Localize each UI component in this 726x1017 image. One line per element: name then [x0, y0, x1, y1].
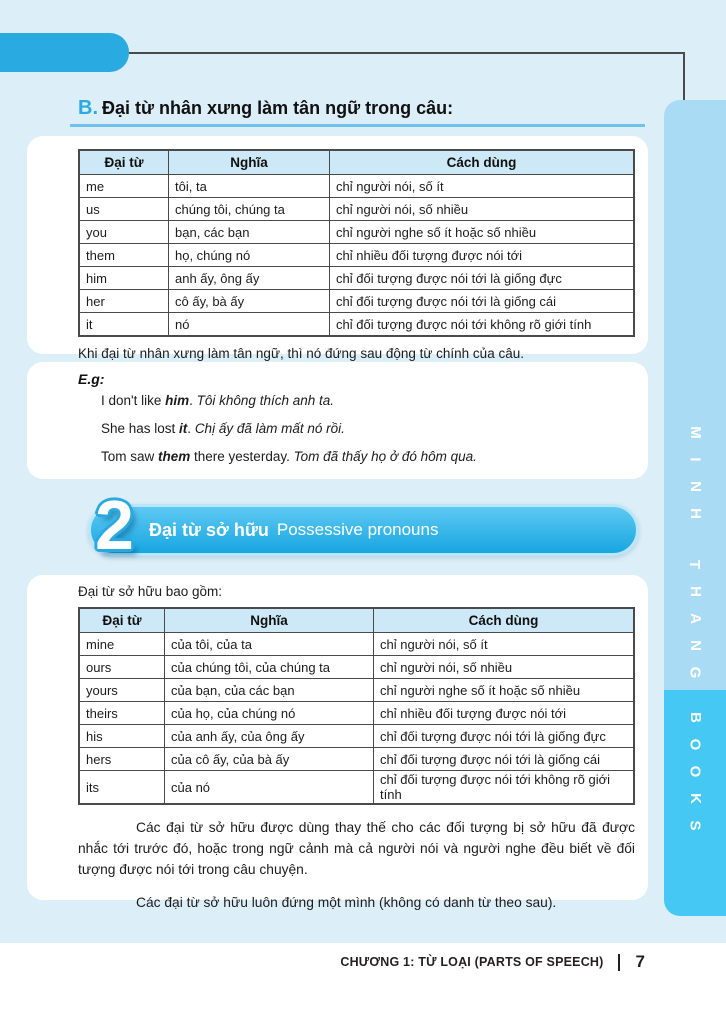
pronoun-object-card [27, 136, 648, 361]
column-header: Cách dùng [374, 608, 635, 633]
column-header: Đại từ [79, 608, 165, 633]
examples-label: E.g: [78, 371, 105, 387]
brand-letter: N [686, 640, 704, 651]
brand-letter: H [686, 586, 704, 597]
heading-underline [70, 124, 645, 127]
brand-strip-minh-thang [664, 100, 726, 690]
table-row [79, 679, 634, 702]
table-cell: us [79, 198, 169, 221]
table-cell: it [79, 313, 169, 337]
table-cell: cô ấy, bà ấy [169, 290, 330, 313]
table-cell: its [79, 771, 165, 805]
examples-card [27, 362, 648, 479]
table-row [79, 244, 634, 267]
chapter-title: CHƯƠNG 1: TỪ LOẠI (PARTS OF SPEECH) [340, 955, 604, 969]
column-header: Nghĩa [165, 608, 374, 633]
brand-letter: G [686, 666, 704, 679]
table-row [79, 656, 634, 679]
object-pronouns-table [78, 149, 635, 337]
brand-letter: I [686, 457, 704, 462]
table-cell: mine [79, 633, 165, 656]
table-row [79, 313, 634, 337]
table-cell: chỉ người nghe số ít hoặc số nhiều [330, 221, 635, 244]
table-cell: chỉ đối tượng được nói tới không rõ giới tính [374, 771, 635, 805]
page-number: 7 [635, 952, 645, 971]
brand-strip-books [664, 690, 726, 916]
table-cell: của anh ấy, của ông ấy [165, 725, 374, 748]
possessive-paragraph-2: Các đại từ sở hữu luôn đứng một mình (không có danh từ theo sau). [136, 895, 557, 910]
brand-letter: H [686, 508, 704, 519]
example-sentence: I don't like him. Tôi không thích anh ta. [101, 393, 334, 408]
table-cell: you [79, 221, 169, 244]
section-b-title: Đại từ nhân xưng làm tân ngữ trong câu: [102, 98, 454, 118]
table-cell: chỉ đối tượng được nói tới là giống đực [330, 267, 635, 290]
footer-divider [618, 954, 620, 971]
possessive-pronoun-card [27, 575, 648, 910]
table-row [79, 267, 634, 290]
brand-letter: O [686, 765, 704, 778]
table-cell: chỉ đối tượng được nói tới là giống cái [330, 290, 635, 313]
brand-letter: N [686, 481, 704, 492]
table-cell: của bạn, của các bạn [165, 679, 374, 702]
table-cell: của nó [165, 771, 374, 805]
table-cell: tôi, ta [169, 175, 330, 198]
column-header: Nghĩa [169, 150, 330, 175]
table-cell: của tôi, của ta [165, 633, 374, 656]
example-sentences [78, 387, 635, 471]
table-cell: me [79, 175, 169, 198]
top-left-tab [0, 33, 129, 72]
table-cell: chúng tôi, chúng ta [169, 198, 330, 221]
table-cell: của chúng tôi, của chúng ta [165, 656, 374, 679]
brand-letter: B [686, 712, 704, 723]
table-cell: nó [169, 313, 330, 337]
possessive-pronouns-table [78, 607, 635, 805]
table-row [79, 175, 634, 198]
table-cell: hers [79, 748, 165, 771]
table-cell: theirs [79, 702, 165, 725]
table-row [79, 290, 634, 313]
brand-letter: A [686, 613, 704, 624]
table-cell: chỉ nhiều đối tượng được nói tới [374, 702, 635, 725]
section-2-title: Đại từ sở hữu [149, 519, 269, 540]
section-2-number: 2 [95, 486, 134, 564]
table-cell: họ, chúng nó [169, 244, 330, 267]
column-header: Đại từ [79, 150, 169, 175]
table-header-row [79, 150, 634, 175]
table-row [79, 771, 634, 805]
table-cell: chỉ nhiều đối tượng được nói tới [330, 244, 635, 267]
object-pronoun-note: Khi đại từ nhân xưng làm tân ngữ, thì nó đứng sau động từ chính của câu. [78, 346, 524, 361]
brand-letter: O [686, 738, 704, 751]
table-cell: chỉ đối tượng được nói tới là giống đực [374, 725, 635, 748]
table-cell: yours [79, 679, 165, 702]
table-cell: chỉ người nói, số nhiều [374, 656, 635, 679]
table-row [79, 198, 634, 221]
table-cell: anh ấy, ông ấy [169, 267, 330, 290]
table-row [79, 702, 634, 725]
example-sentence: Tom saw them there yesterday. Tom đã thấy họ ở đó hôm qua. [101, 449, 477, 464]
table-cell: ours [79, 656, 165, 679]
brand-letter: M [686, 426, 704, 439]
table-cell: chỉ người nghe số ít hoặc số nhiều [374, 679, 635, 702]
table-row [79, 633, 634, 656]
table-cell: chỉ người nói, số ít [330, 175, 635, 198]
brand-letter: K [686, 793, 704, 804]
column-header: Cách dùng [330, 150, 635, 175]
brand-letter: S [686, 820, 704, 831]
section-2-subtitle: Possessive pronouns [276, 520, 439, 539]
section-b-heading [78, 97, 453, 120]
possessive-intro: Đại từ sở hữu bao gồm: [78, 584, 222, 599]
example-sentence: She has lost it. Chị ấy đã làm mất nó rồi. [101, 421, 345, 436]
table-cell: chỉ đối tượng được nói tới không rõ giới tính [330, 313, 635, 337]
table-cell: của họ, của chúng nó [165, 702, 374, 725]
section-b-letter: B. [78, 97, 98, 119]
table-cell: của cô ấy, của bà ấy [165, 748, 374, 771]
table-cell: chỉ người nói, số nhiều [330, 198, 635, 221]
table-cell: his [79, 725, 165, 748]
table-cell: chỉ đối tượng được nói tới là giống cái [374, 748, 635, 771]
brand-letter: T [686, 559, 704, 570]
section-2-banner [88, 486, 639, 564]
table-cell: them [79, 244, 169, 267]
table-row [79, 748, 634, 771]
table-row [79, 725, 634, 748]
table-header-row [79, 608, 634, 633]
table-cell: him [79, 267, 169, 290]
possessive-paragraph-1: Các đại từ sở hữu được dùng thay thế cho các đối tượng bị sở hữu đã được nhắc tới trước đó, hoặc trong ngữ cảnh mà cả người nói và người nghe đều biết về đối tượng được nói tới trong câu chuyện. [78, 820, 635, 877]
table-row [79, 221, 634, 244]
table-cell: her [79, 290, 169, 313]
table-cell: chỉ người nói, số ít [374, 633, 635, 656]
page-footer [0, 952, 645, 972]
table-cell: bạn, các bạn [169, 221, 330, 244]
